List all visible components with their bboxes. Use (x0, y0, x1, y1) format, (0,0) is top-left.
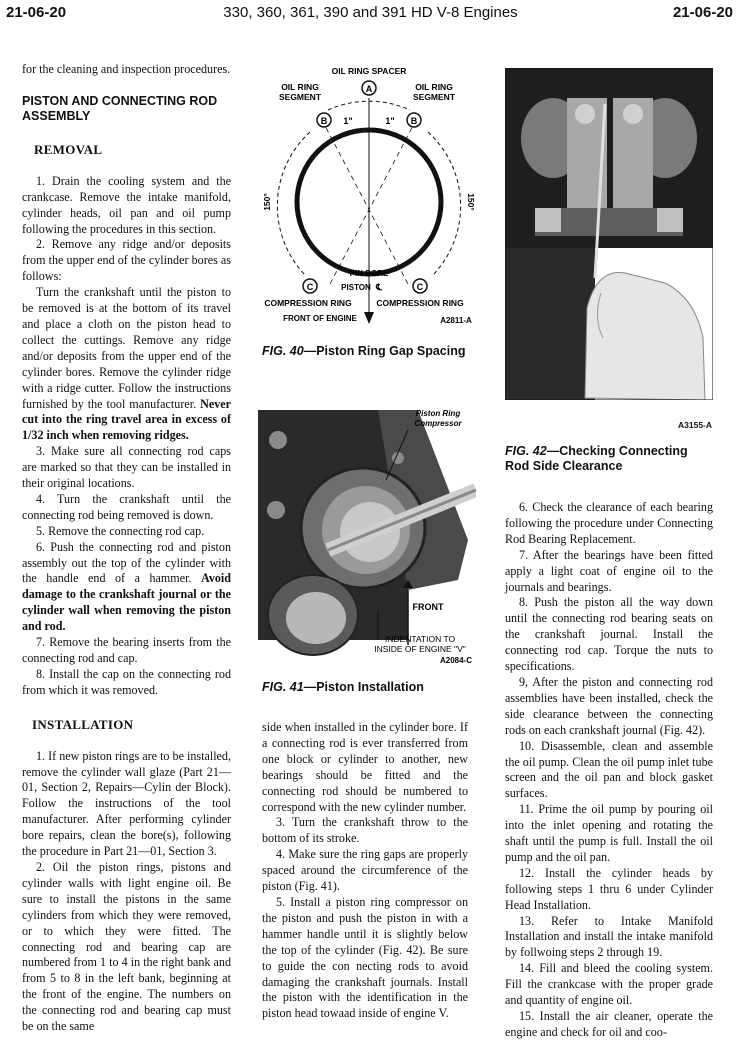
install-step-6: 6. Check the clearance of each bearing following the procedure under Connecting Rod Bearing Replacement. (505, 500, 713, 546)
install-step-3: 3. Turn the crankshaft throw to the bottom of its stroke. (262, 815, 468, 846)
ridge-warning: Never cut into the ring travel area in excess of 1/32 inch when removing ridges. (22, 396, 231, 443)
label-c-left: C (306, 282, 314, 292)
column-right (505, 500, 713, 1041)
fig41-caption (262, 680, 472, 695)
oil-ring-segment-right-l1: OIL RING (415, 82, 453, 92)
removal-step-5: 5. Remove the connecting rod cap. (36, 523, 205, 538)
removal-step-2: 2. Remove any ridge and/or deposits from the upper end of the cylinder bores as follows: (22, 237, 231, 284)
removal-step-6 (22, 540, 231, 635)
fig40-caption (262, 344, 472, 359)
oil-ring-segment-right-l2: SEGMENT (412, 92, 456, 102)
compression-ring-left: COMPRESSION RING (264, 298, 352, 308)
fig41-number: FIG. 41 (262, 680, 304, 694)
fig42-code: A3155-A (678, 420, 713, 430)
angle-right: 150° (466, 193, 476, 211)
compressor-label-1: Piston Ring (415, 410, 461, 418)
section-title: PISTON AND CONNECTING ROD ASSEMBLY (22, 93, 218, 123)
angle-left: 150° (262, 193, 272, 211)
piston-installation-photo (258, 410, 476, 666)
install-step-7: 7. After the bearings have been fitted apply a light coat of engine oil to the journals and bearings. (505, 547, 713, 594)
install-step-15: 15. Install the air cleaner, operate the engine and check for oil and coo- (505, 1009, 713, 1039)
removal-step-3: 3. Make sure all connecting rod caps are marked so that they can be installed in their original locations. (22, 444, 231, 491)
install-step-12: 12. Install the cylinder heads by following steps 1 thru 6 under Cylinder Head Installation. (505, 865, 713, 912)
intro-paragraph: for the cleaning and inspection procedures. (22, 62, 231, 76)
one-inch-right: 1" (385, 116, 395, 126)
install-step-5: 5. Install a piston ring compressor on the piston and push the piston in with a hammer handle until it is slightly below the top of the cylinder (Fig. 42). Be sure to guide the con necting rods to avoid damaging the crankshaft journals. Install the piston with the identification in the piston head towaad inside of engine V. (262, 894, 468, 1021)
piston-ring-gap-diagram (258, 62, 480, 332)
pin-bore-label: PIN BORE (349, 269, 389, 278)
fig40-code: A2811-A (440, 316, 472, 325)
removal-heading: REMOVAL (34, 141, 103, 157)
removal-step-2-text: Turn the crankshaft until the piston to be removed is at the bottom of its travel and place a cloth on the piston head to collect the cuttings. Remove any ridge and/or deposits from the upper end of the cylinder bores. Remove the cylinder ridge with a ridge cutter. Follow the instructions furnished by the tool manufacturer. (22, 285, 231, 411)
removal-step-1: 1. Drain the cooling system and the crankcase. Remove the intake manifold, cylinder heads, oil pan and oil pump following the procedures in this section. (22, 173, 231, 236)
install-step-4: 4. Make sure the ring gaps are properly spaced around the circumference of the piston (Fig. 41). (262, 847, 468, 894)
centerline-label: ℄ (376, 282, 382, 292)
column-left (22, 62, 231, 1035)
indentation-label-1: INDENTATION TO (384, 634, 456, 644)
one-inch-left: 1" (343, 116, 353, 126)
front-of-engine-label: FRONT OF ENGINE (283, 314, 357, 323)
page-number-left: 21-06-20 (6, 4, 67, 21)
fig40-number: FIG. 40 (262, 344, 304, 358)
fig42-photo (505, 68, 713, 400)
page-header (0, 0, 741, 30)
oil-ring-segment-left-l1: OIL RING (281, 82, 319, 92)
label-a: A (365, 84, 373, 94)
install-step-2-continued: side when installed in the cylinder bore. If a connecting rod is ever transferred from one block or cylinder to another, new bearings should be fitted and the connecting rod should be numbered to correspond with the new cylinder number. (262, 720, 468, 814)
indentation-label-2: INSIDE OF ENGINE "V" (374, 644, 466, 654)
install-step-2: 2. Oil the piston rings, pistons and cylinder walls with light engine oil. Be sure to install the pistons in the same cylinders from which they were removed, or to which they were fitted. The connecting rod and bearing cap are numbered from 1 to 4 in the right bank and from 5 to 8 in the left bank, beginning at the front of the engine. The numbers on the connecting rod and bearing cap must be on the same (22, 859, 231, 1034)
install-step-8: 8. Push the piston all the way down until the connecting rod bearing seats on the crankshaft journal. Install the connecting rod cap. Torque the nuts to specifications. (505, 595, 713, 674)
column-middle (262, 720, 468, 1022)
removal-step-6-text: 6. Push the connecting rod and piston assembly out the top of the cylinder with the handle end of a hammer. (22, 539, 231, 586)
install-step-1: 1. If new piston rings are to be installed, remove the cylinder wall glaze (Part 21—01, Section 2, Repairs—Cylin der Block). Follow the instructions of the tool manufacturer. After performing cylinder bore repairs, clean the bore(s), following the procedure in Part 21—01, Section 3. (22, 748, 231, 859)
label-b-right: B (410, 116, 418, 126)
removal-step-8: 8. Install the cap on the connecting rod from which it was removed. (22, 666, 231, 697)
fig41-code: A2084-C (439, 656, 473, 665)
install-step-10: 10. Disassemble, clean and assemble the oil pump. Clean the oil pump inlet tube screen and the oil pan and block gasket surfaces. (505, 738, 713, 801)
fig42-number: FIG. 42 (505, 444, 547, 458)
install-step-11: 11. Prime the oil pump by pouring oil into the inlet opening and rotating the shaft until the pump is full. Install the oil pump and the oil pan. (505, 802, 713, 864)
compressor-label-2: Compressor (414, 419, 462, 428)
installation-heading: INSTALLATION (32, 716, 134, 732)
removal-step-7: 7. Remove the bearing inserts from the connecting rod and cap. (22, 635, 231, 665)
install-step-13: 13. Refer to Intake Manifold Installation and install the intake manifold by follwoing steps 2 through 19. (505, 913, 713, 960)
fig41-caption-text: —Piston Installation (303, 680, 424, 694)
fig40-diagram (258, 62, 480, 332)
piston-label: PISTON (341, 283, 371, 292)
compression-ring-right: COMPRESSION RING (376, 298, 464, 308)
page-number-right: 21-06-20 (672, 4, 733, 21)
page-title: 330, 360, 361, 390 and 391 HD V-8 Engines (223, 4, 518, 21)
rod-side-clearance-photo (505, 68, 713, 400)
install-step-9: 9, After the piston and connecting rod assemblies have been installed, check the side clearance between the connecting rods on each crankshaft journal (Fig. 42). (505, 674, 713, 737)
fig42-caption (505, 444, 715, 474)
label-b-left: B (320, 116, 328, 126)
fig41-photo (258, 410, 476, 666)
label-c-right: C (416, 282, 424, 292)
oil-ring-segment-left-l2: SEGMENT (278, 92, 322, 102)
crankshaft-warning: Avoid damage to the crankshaft journal or the cylinder wall when removing the piston and rod. (22, 571, 231, 634)
fig42-caption-text: —Checking Connecting Rod Side Clearance (505, 444, 688, 473)
removal-step-4: 4. Turn the crankshaft until the connecting rod being removed is down. (22, 491, 231, 522)
fig40-caption-text: —Piston Ring Gap Spacing (303, 344, 466, 358)
removal-step-2-detail (22, 285, 231, 444)
oil-ring-spacer-label: OIL RING SPACER (331, 66, 407, 76)
front-label: FRONT (412, 602, 444, 612)
install-step-14: 14. Fill and bleed the cooling system. Fill the crankcase with the proper grade and quantity of engine oil. (505, 961, 713, 1008)
